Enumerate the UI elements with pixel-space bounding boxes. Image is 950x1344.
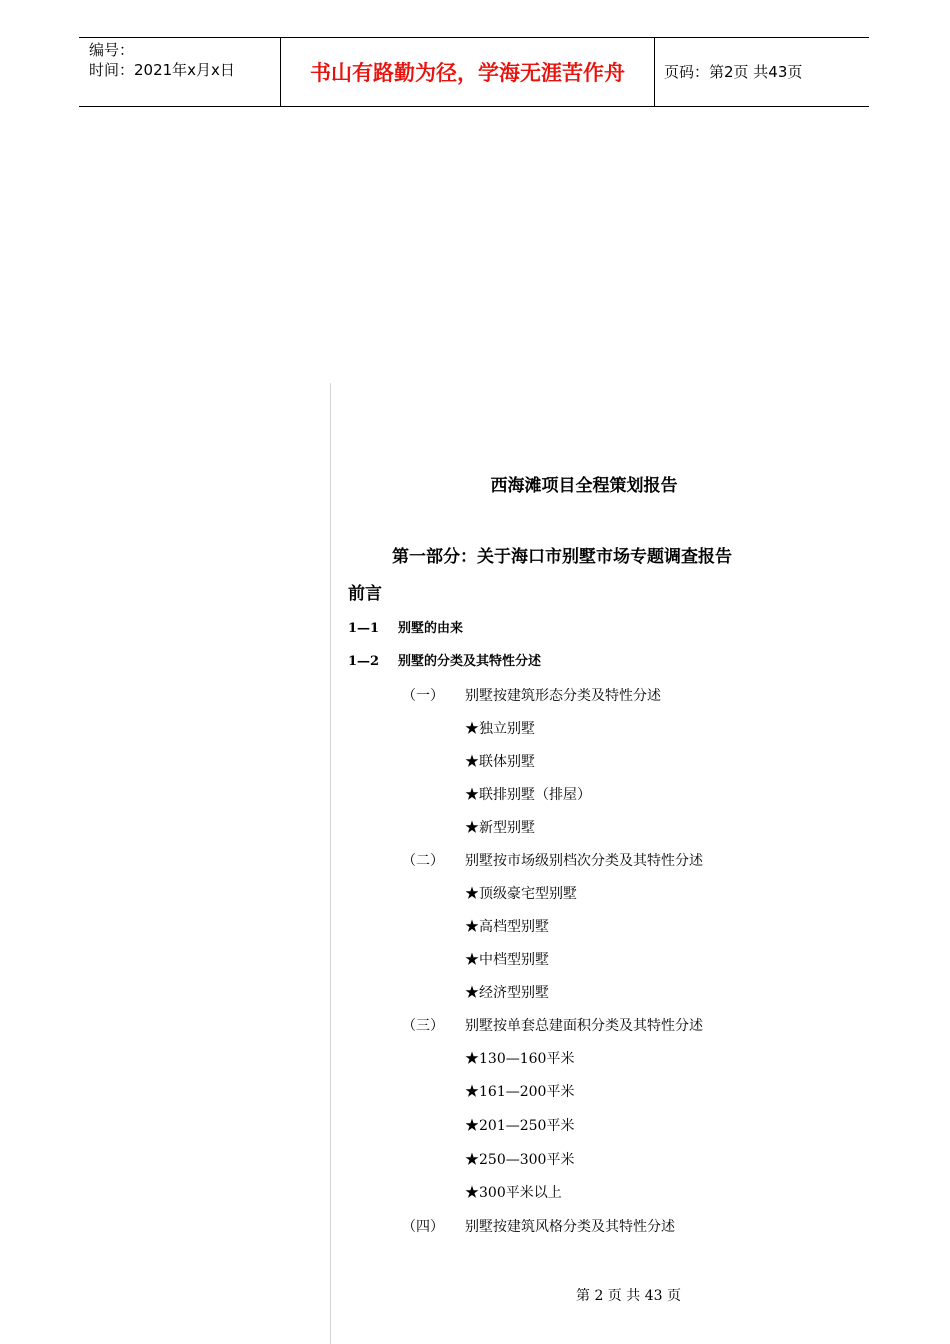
header-motto-cell [280, 38, 655, 106]
motto: 书山有路勤为径，学海无涯苦作舟 [310, 61, 625, 85]
time-label: 时间：2021年x月x日 [89, 61, 235, 79]
section-number: 1—2 [348, 654, 380, 669]
part-title: 第一部分：关于海口市别墅市场专题调查报告 [392, 547, 732, 567]
section-number: 1—1 [348, 621, 380, 636]
list-item: ★新型别墅 [465, 820, 535, 836]
list-item: ★201—250平米 [465, 1118, 575, 1134]
list-item: ★130—160平米 [465, 1051, 575, 1067]
subsection-label: 别墅按建筑风格分类及其特性分述 [465, 1219, 675, 1235]
subsection-number: （二） [402, 853, 444, 869]
list-item: ★161—200平米 [465, 1084, 575, 1100]
subsection-heading [402, 687, 661, 705]
subsection-label: 别墅按单套总建面积分类及其特性分述 [465, 1018, 703, 1034]
list-item: ★独立别墅 [465, 721, 535, 737]
section-label: 别墅的分类及其特性分述 [398, 654, 542, 669]
list-item: ★顶级豪宅型别墅 [465, 886, 577, 902]
page-code: 页码：第2页 共43页 [664, 63, 803, 81]
list-item: ★中档型别墅 [465, 952, 549, 968]
subsection-number: （一） [402, 688, 444, 704]
section-heading [348, 653, 541, 671]
document-title: 西海滩项目全程策划报告 [490, 476, 678, 496]
list-item: ★高档型别墅 [465, 919, 549, 935]
subsection-heading [402, 852, 703, 870]
section-heading [348, 620, 463, 638]
list-item: ★300平米以上 [465, 1185, 562, 1201]
header-info-cell [79, 38, 280, 106]
list-item: ★250—300平米 [465, 1152, 575, 1168]
subsection-heading [402, 1017, 703, 1035]
list-item: ★联排别墅（排屋） [465, 787, 591, 803]
page-header [79, 37, 869, 107]
page-footer: 第 2 页 共 43 页 [576, 1288, 681, 1304]
subsection-heading [402, 1218, 675, 1236]
list-item: ★联体别墅 [465, 754, 535, 770]
section-label: 别墅的由来 [398, 621, 464, 636]
subsection-label: 别墅按市场级别档次分类及其特性分述 [465, 853, 703, 869]
subsection-number: （四） [402, 1219, 444, 1235]
subsection-label: 别墅按建筑形态分类及特性分述 [465, 688, 661, 704]
list-item: ★经济型别墅 [465, 985, 549, 1001]
subsection-number: （三） [402, 1018, 444, 1034]
number-label: 编号： [89, 41, 135, 59]
page-divider-line [330, 383, 331, 1344]
header-page-cell [654, 38, 869, 106]
preface-heading: 前言 [348, 584, 382, 604]
